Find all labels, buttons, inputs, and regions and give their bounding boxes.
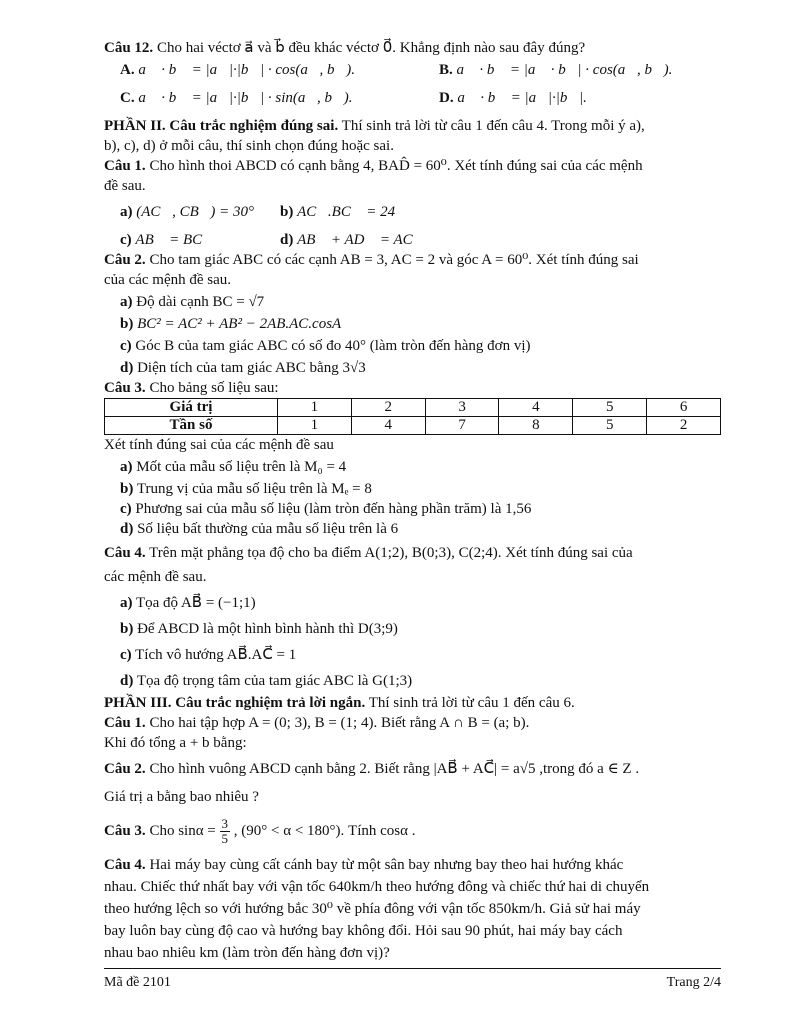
p2q4-a-label: a) [120,595,133,611]
p2q4-a [104,593,724,613]
p3q2-label: Câu 2. [104,761,146,777]
p2q1-options-row1 [104,202,724,222]
p3q3-stem [104,817,724,845]
p3q3-post: , (90° < α < 180°). Tính cosα . [233,823,416,839]
exam-code: Mã đề 2101 [104,975,171,990]
p2q3-label: Câu 3. [104,380,146,396]
table-cell: 1 [278,399,352,417]
p2q3-d-label: d) [120,521,134,537]
q12-stem [104,38,724,58]
table-cell: 3 [425,399,499,417]
p2q3-stem [104,378,724,398]
p3q4-stem [104,855,724,875]
q12-label: Câu 12. [104,40,154,56]
q12-option-c [120,88,439,108]
p2q2-a-label: a) [120,294,133,310]
table-cell: 2 [647,417,721,435]
p2q4-d-text: Tọa độ trọng tâm của tam giác ABC là G(1;3) [136,673,413,689]
part3-heading [104,693,724,713]
p2q3-c-label: c) [120,501,132,517]
part3-intro: Thí sinh trả lời từ câu 1 đến câu 6. [365,695,575,711]
p2q2-d-label: d) [120,360,134,376]
q12-options-row2 [104,88,724,108]
p3q3-denominator: 5 [221,831,229,847]
table-cell: 7 [425,417,499,435]
p3q4-text3: theo hướng lệch so với hướng bắc 30⁰ về phía đông với vận tốc 850km/h. Giả sử hai máy [104,901,641,917]
p2q4-text1: Trên mặt phẳng tọa độ cho ba điểm A(1;2), B(0;3), C(2;4). Xét tính đúng sai của [149,545,633,561]
q12-options-row1 [104,60,724,80]
p3q4-text5: nhau bao nhiêu km (làm tròn đến hàng đơn vị)? [104,945,390,961]
p2q2-label: Câu 2. [104,252,146,268]
q12-option-a-expr: a⃗ · b⃗ = |a⃗|·|b⃗| · cos(a⃗, b⃗). [138,62,355,78]
p2q4-d-label: d) [120,673,134,689]
p3q4-text4: bay luôn bay cùng độ cao và hướng bay không đổi. Hỏi sau 90 phút, hai máy bay cách [104,923,623,939]
part3-title: PHẦN III. Câu trắc nghiệm trả lời ngắn. [104,695,366,711]
p2q1-option-a [120,202,280,222]
q12-option-d-label: D. [439,90,454,106]
p2q1-option-d [280,230,424,250]
p2q2-text1: Cho tam giác ABC có các cạnh AB = 3, AC = 2 và góc A = 60⁰. Xét tính đúng sai [149,252,639,268]
p2q1-text2: đề sau. [104,178,146,194]
table-cell: 8 [499,417,573,435]
table-row [105,417,721,435]
q12-option-c-label: C. [120,90,135,106]
p3q1-text1: Cho hai tập hợp A = (0; 3), B = (1; 4). Biết rằng A ∩ B = (a; b). [149,715,530,731]
p2q1-stem [104,156,724,176]
p2q1-c-label: c) [120,232,132,248]
table-cell: 1 [278,417,352,435]
p3q2-text1: Cho hình vuông ABCD cạnh bằng 2. Biết rằng |AB⃗ + AC⃗| = a√5 ,trong đó a ∈ Z . [149,761,640,777]
p2q4-label: Câu 4. [104,545,146,561]
p2q1-label: Câu 1. [104,158,146,174]
p3q2-text2: Giá trị a bằng bao nhiêu ? [104,789,259,805]
p2q3-b-text: Trung vị của mẫu số liệu trên là Mₑ = 8 [136,481,372,497]
p2q2-c [104,336,724,356]
q12-option-a [120,60,439,80]
p2q4-stem [104,543,724,563]
p2q2-b [104,314,724,334]
q12-option-b-expr: a⃗ · b⃗ = |a⃗ · b⃗| · cos(a⃗, b⃗). [456,62,673,78]
p2q3-a-label: a) [120,459,133,475]
q12-option-b [439,60,672,80]
table-cell: 5 [573,399,647,417]
p2q4-b-label: b) [120,621,134,637]
p2q1-option-b [280,202,395,222]
p2q1-c-expr: AB⃗ = BC⃗ [135,232,214,248]
p2q2-c-label: c) [120,338,132,354]
p2q4-a-text: Tọa độ AB⃗ = (−1;1) [135,595,256,611]
p2q1-a-expr: (AC⃗, CB⃗) = 30° [136,204,255,220]
p2q1-b-label: b) [280,204,294,220]
part2-intro2: b), c), d) ở mỗi câu, thí sinh chọn đúng hoặc sai. [104,138,394,154]
p2q2-text2: của các mệnh đề sau. [104,272,232,288]
p2q1-option-c [120,230,280,250]
p2q4-c-text: Tích vô hướng AB⃗.AC⃗ = 1 [135,647,297,663]
p2q3-after: Xét tính đúng sai của các mệnh đề sau [104,437,334,453]
p2q3-c-text: Phương sai của mẫu số liệu (làm tròn đến hàng phần trăm) là 1,56 [135,501,532,517]
p2q4-text2: các mệnh đề sau. [104,569,207,585]
p2q3-d [104,519,724,539]
p3q1-text2: Khi đó tổng a + b bằng: [104,735,247,751]
p2q3-b [104,479,724,499]
p2q1-b-expr: AC⃗.BC⃗ = 24 [297,204,396,220]
p3q1-label: Câu 1. [104,715,146,731]
p3q2-stem [104,759,724,779]
table-cell: 4 [499,399,573,417]
p2q1-options-row2 [104,230,724,250]
page-number: Trang 2/4 [666,975,721,990]
table-header-value: Giá trị [105,399,278,417]
p2q4-b [104,619,724,639]
part2-heading [104,116,724,136]
document-page [104,38,724,963]
frequency-table [104,398,721,435]
p2q2-a-text: Độ dài cạnh BC = √7 [136,294,265,310]
p2q2-d [104,358,724,378]
p3q4-label: Câu 4. [104,857,146,873]
q12-option-b-label: B. [439,62,453,78]
p2q3-d-text: Số liệu bất thường của mẫu số liệu trên là 6 [137,521,399,537]
table-cell: 2 [351,399,425,417]
part2-title: PHẦN II. Câu trắc nghiệm đúng sai. [104,118,339,134]
p3q1-stem [104,713,724,733]
q12-option-d-expr: a⃗ · b⃗ = |a⃗|·|b⃗|. [457,90,587,106]
page-footer [104,968,721,993]
table-row [105,399,721,417]
p2q4-c-label: c) [120,647,132,663]
p2q2-stem [104,250,724,270]
p2q3-b-label: b) [120,481,134,497]
q12-option-c-expr: a⃗ · b⃗ = |a⃗|·|b⃗| · sin(a⃗, b⃗). [138,90,353,106]
table-cell: 4 [351,417,425,435]
part2-intro1: Thí sinh trả lời từ câu 1 đến câu 4. Trong mỗi ý a), [338,118,645,134]
p2q1-d-label: d) [280,232,294,248]
p2q2-d-text: Diện tích của tam giác ABC bằng 3√3 [137,360,366,376]
table-cell: 5 [573,417,647,435]
p2q4-c [104,645,724,665]
p2q4-b-text: Để ABCD là một hình bình hành thì D(3;9) [137,621,398,637]
p2q2-c-text: Góc B của tam giác ABC có số đo 40° (làm tròn đến hàng đơn vị) [135,338,531,354]
p3q3-pre: Cho sinα = [149,823,216,839]
table-header-frequency: Tần số [105,417,278,435]
p3q3-label: Câu 3. [104,823,146,839]
q12-option-a-label: A. [120,62,135,78]
table-cell: 6 [647,399,721,417]
p3q3-fraction [220,817,231,846]
p3q3-numerator: 3 [221,816,229,832]
p3q4-text1: Hai máy bay cùng cất cánh bay từ một sân bay nhưng bay theo hai hướng khác [149,857,624,873]
p3q4-text2: nhau. Chiếc thứ nhất bay với vận tốc 640km/h theo hướng đông và chiếc thứ hai di chuyển [104,879,650,895]
p2q3-c [104,499,724,519]
p2q2-a [104,292,724,312]
p2q1-text1: Cho hình thoi ABCD có cạnh bằng 4, BAD̂ = 60⁰. Xét tính đúng sai của các mệnh [149,158,643,174]
p2q3-a-text: Mốt của mẫu số liệu trên là M₀ = 4 [136,459,347,475]
p2q2-b-label: b) [120,316,134,332]
p2q2-b-text: BC² = AC² + AB² − 2AB.AC.cosA [137,316,342,332]
p2q4-d [104,671,724,691]
p2q1-d-expr: AB⃗ + AD⃗ = AC⃗ [297,232,425,248]
p2q3-text: Cho bảng số liệu sau: [149,380,279,396]
p2q3-a [104,457,724,477]
q12-text: Cho hai véctơ a⃗ và b⃗ đều khác véctơ 0⃗. Khẳng định nào sau đây đúng? [156,40,586,56]
q12-option-d [439,88,587,108]
p2q1-a-label: a) [120,204,133,220]
